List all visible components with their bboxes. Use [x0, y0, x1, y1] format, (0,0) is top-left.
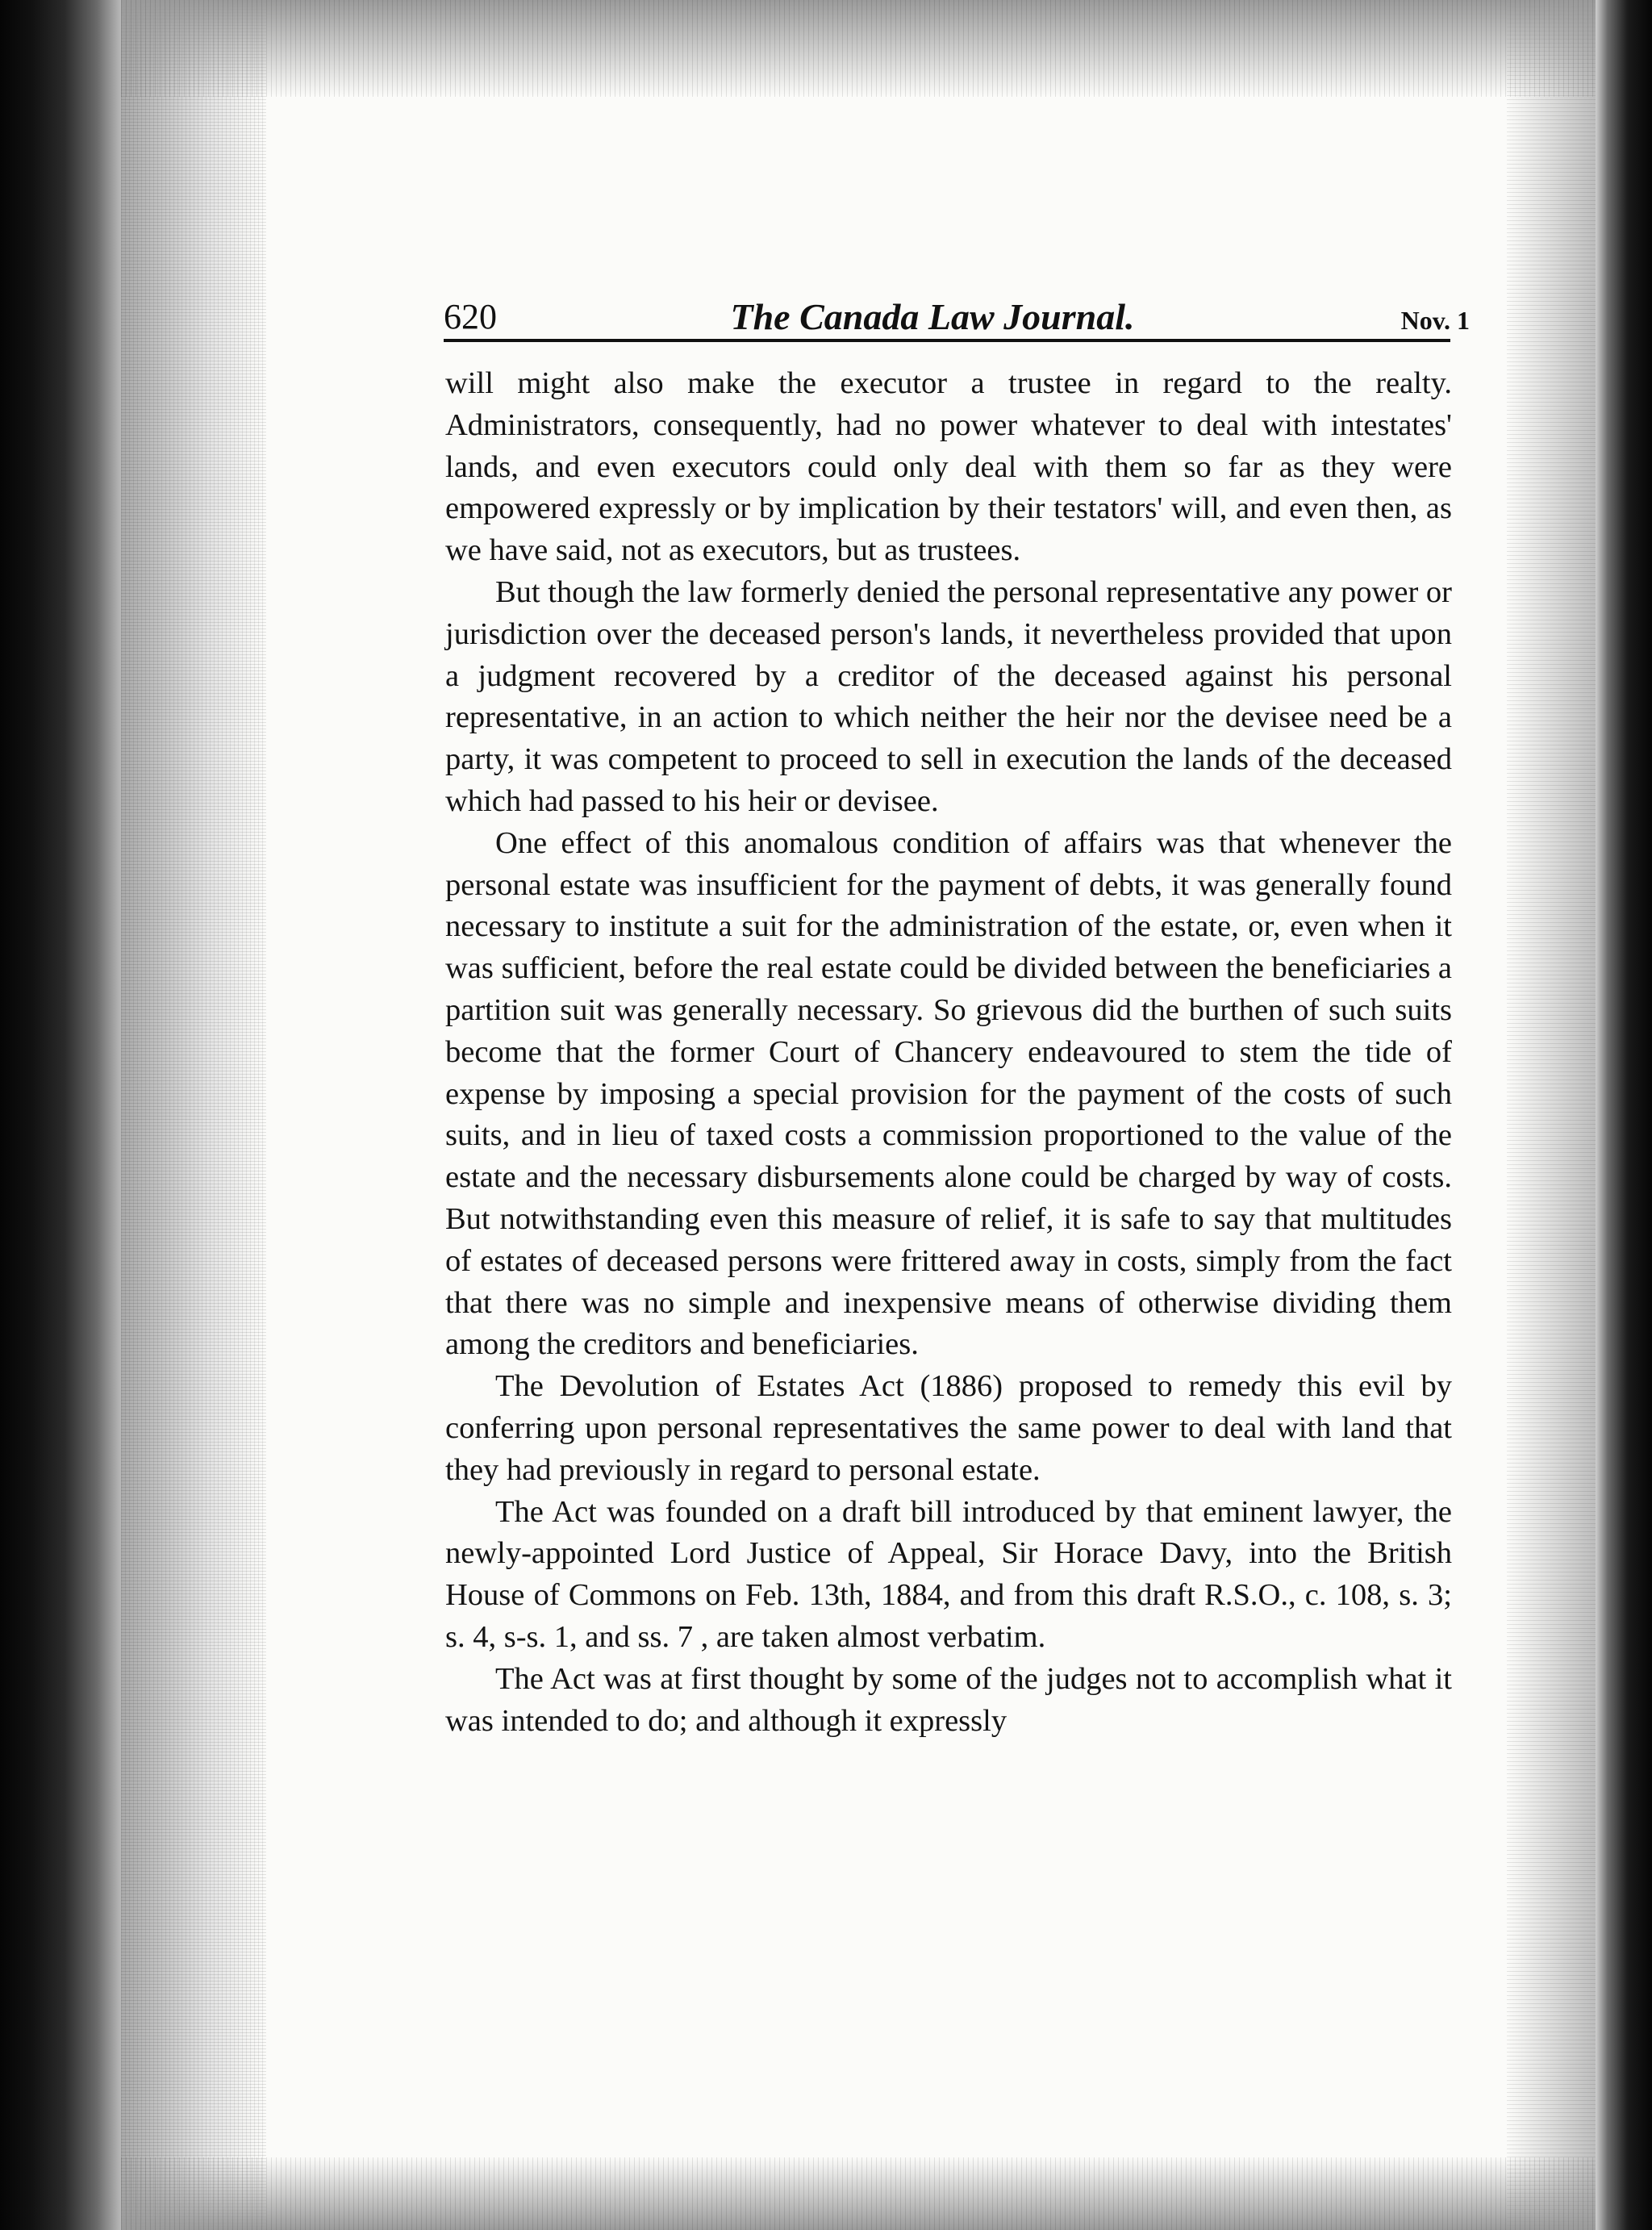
scan-noise-left — [121, 0, 266, 2230]
body-text — [445, 363, 1452, 1742]
scan-noise-right — [1507, 0, 1596, 2230]
paragraph-continued: will might also make the executor a trustee in regard to the realty. Administrators, consequently, had no power whatever to deal with intestates' lands, and even executors could only deal with them so far as they were empowered expressly or by implication by their testators' will, and even then, as we have said, not as executors, but as trustees. — [445, 366, 1452, 568]
scan-noise-bottom — [121, 2157, 1596, 2230]
page-number: 620 — [444, 297, 497, 336]
paragraph: The Act was founded on a draft bill introduced by that eminent lawyer, the newly-appointed Lord Justice of Appeal, Sir Horace Davy, into the British House of Commons on Feb. 13th, 1884, and from this draft R.S.O., c. 108, s. 3; s. 4, s-s. 1, and ss. 7 , are taken almost verbatim. — [445, 1494, 1452, 1654]
paragraph: The Act was at first thought by some of the judges not to accomplish what it was intended to do; and although it expressly — [445, 1661, 1452, 1738]
paragraph: One effect of this anomalous condition of affairs was that whenever the personal estate was insufficient for the payment of debts, it was generally found necessary to institute a suit for the administration of the estate, or, even when it was sufficient, before the real estate could be divided between the beneficiaries a partition suit was generally necessary. So grievous did the burthen of such suits become that the former Court of Chancery endeavoured to stem the tide of expense by imposing a special provision for the payment of the costs of such suits, and in lieu of taxed costs a commission proportioned to the value of the estate and the necessary disbursements alone could be charged by way of costs. But notwithstanding even this measure of relief, it is safe to say that multitudes of estates of deceased persons were frittered away in costs, simply from the fact that there was no simple and inexpensive means of otherwise dividing them among the creditors and beneficiaries. — [445, 825, 1452, 1362]
paragraph: The Devolution of Estates Act (1886) proposed to remedy this evil by conferring upon personal representatives the same power to deal with land that they had previously in regard to personal estate. — [445, 1369, 1452, 1487]
journal-title: The Canada Law Journal. — [730, 296, 1135, 337]
issue-date: Nov. 1 — [1400, 306, 1470, 335]
page-edge-shadow — [1596, 0, 1652, 2230]
binding-shadow — [0, 0, 121, 2230]
paragraph: But though the law formerly denied the personal representative any power or jurisdiction over the deceased person's lands, it nevertheless provided that upon a judgment recovered by a creditor of the deceased against his personal representative, in an action to which neither the heir nor the devisee need be a party, it was competent to proceed to sell in execution the lands of the deceased which had passed to his heir or devisee. — [445, 574, 1452, 818]
scan-noise-top — [121, 0, 1596, 97]
running-header — [444, 292, 1470, 342]
header-rule — [444, 339, 1450, 342]
